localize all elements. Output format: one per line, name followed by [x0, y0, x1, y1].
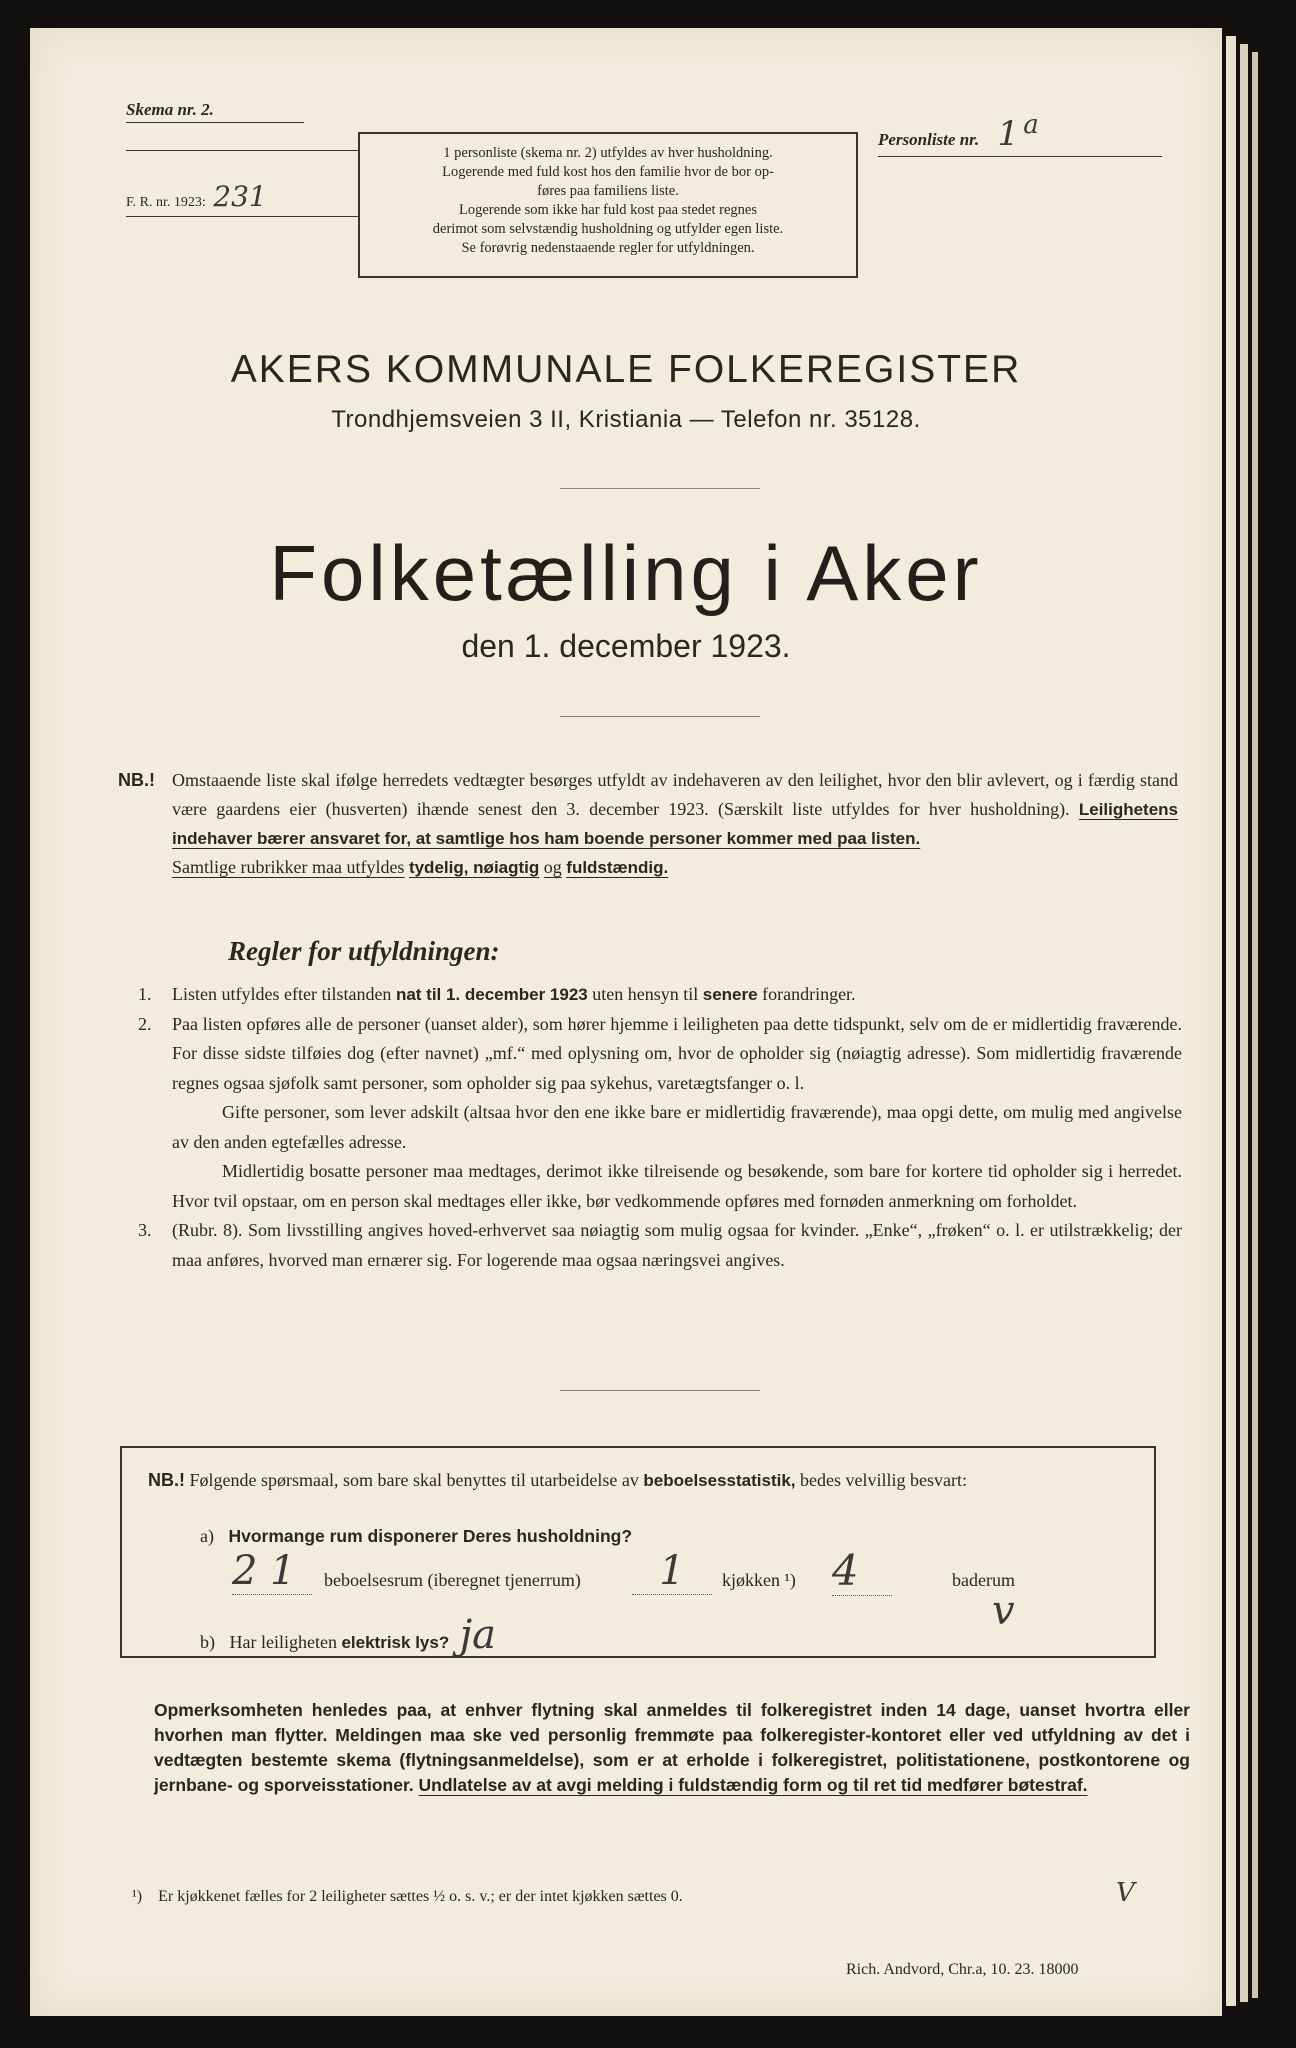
instructions-box [358, 132, 858, 278]
responsibility-statement: Leilighetens indehaver bærer ansvaret for, at samtlige hos ham boende personer kommer med paa listen. [172, 800, 1179, 848]
rooms-label: beboelsesrum (iberegnet tjenerrum) [324, 1570, 581, 1590]
rules-heading: Regler for utfyldningen: [228, 936, 500, 966]
rule-item-3: 3. (Rubr. 8). Som livsstilling angives hoved-erhvervet saa nøiagtig som mulig ogsaa for kvinder. „Enke“, „frøken“ o. l. er utilstrækkelig; der maa anføres, hvorved man ernærer sig. For logerende maa ogsaa næringsvei angives. [138, 1216, 1182, 1275]
page-edge [1240, 44, 1248, 2002]
personliste-suffix: a [1023, 110, 1039, 140]
kitchen-value: 1 [632, 1548, 712, 1595]
divider [560, 1390, 760, 1391]
personliste-value: 1 [997, 114, 1019, 154]
penalty-statement: Undlatelse av at avgi melding i fuldstændig form og til ret tid medfører bøtestraf. [418, 1775, 1088, 1795]
instructions-line: Logerende med fuld kost hos den familie hvor de bor op- [442, 164, 774, 180]
nb-label: NB.! [118, 770, 155, 790]
document-page [30, 28, 1222, 2016]
rule-2-paragraph: Gifte personer, som lever adskilt (altsaa hvor den ene ikke bare er midlertidig fraværende), maa opgi dette, om mulig med angivelse av den anden egtefælles adresse. [172, 1102, 1182, 1152]
census-date: den 1. december 1923. [461, 628, 791, 664]
rooms-value: 2 1 [232, 1548, 312, 1595]
skema-rule-short [126, 150, 358, 151]
kitchen-label: kjøkken ¹) [722, 1570, 796, 1590]
rule-2-paragraph: Paa listen opføres alle de personer (uanset alder), som hører hjemme i leiligheten paa dette tidspunkt, selv om de er midlertidig fraværende. For disse sidste tilføies dog (efter navnet) „mf.“ med oplysning om, hvor de opholder sig (nøiagtig adresse). Som midlertidig fraværende regnes ogsaa sjøfolk samt personer, som opholder sig paa sykehus, varetægtsfanger o. l. [172, 1013, 1182, 1093]
question-a: a) Hvormange rum disponerer Deres husholdning? [200, 1526, 633, 1546]
rule-item-1: 1. Listen utfyldes efter tilstanden nat til 1. december 1923 uten hensyn til senere forandringer. [138, 984, 856, 1004]
authority-address: Trondhjemsveien 3 II, Kristiania — Telefon nr. 35128. [331, 406, 921, 433]
housing-statistics-box [120, 1446, 1156, 1658]
rule-item-2: 2. Paa listen opføres alle de personer (uanset alder), som hører hjemme i leiligheten paa dette tidspunkt, selv om de er midlertidig fraværende. For disse sidste tilføies dog (efter navnet) „mf.“ med oplysning om, hvor de opholder sig (nøiagtig adresse). Som midlertidig fraværende regnes ogsaa sjøfolk samt personer, som opholder sig paa sykehus, varetægtsfanger o. l. Gifte personer, som lever adskilt (altsaa hvor den ene ikke bare er midlertidig fraværende), maa opgi dette, om mulig med angivelse av den anden egtefælles adresse. Midlertidig bosatte personer maa medtages, derimot ikke tilreisende og besøkende, som bare for kortere tid opholder sig i herredet. Hvor tvil opstaar, om en person skal medtages eller ikke, bør vedkommende opføres med fornøden anmerkning om forholdet. [138, 1010, 1182, 1217]
footnote: ¹) Er kjøkkenet fælles for 2 leiligheter sættes ½ o. s. v.; er der intet kjøkken sættes 0. [132, 1888, 683, 1905]
nb-paragraph: Omstaaende liste skal ifølge herredets vedtægter besørges utfyldt av indehaveren av den leilighet, hvor den blir avlevert, og i færdig stand være gaardens eier (husverten) ihænde senest den 3. december 1923. (Særskilt liste utfyldes for hver husholdning). Leilighetens indehaver bærer ansvaret for, at samtlige hos ham boende personer kommer med paa listen. [172, 770, 1179, 848]
skema-label: Skema nr. 2. [126, 100, 304, 123]
fr-number: F. R. nr. 1923: 231 [126, 180, 358, 217]
electric-light-answer: ja [459, 1612, 496, 1658]
page-title: Folketælling i Aker [269, 529, 983, 617]
divider [560, 488, 760, 489]
instructions-line: Se forøvrig nedenstaaende regler for utfyldningen. [461, 240, 755, 256]
check-mark: v [992, 1588, 1015, 1634]
moving-notice: Opmerksomheten henledes paa, at enhver flytning skal anmeldes til folkeregistret inden 14 dage, uanset hvortra eller hvorhen man flytter. Meldingen maa ske ved personlig fremmøte paa folkeregister-kontoret eller ved utfyldning av det i vedtægten bestemte skema (flytningsanmeldelse), som er at erholde i folkeregistret, politistationene, postkontorene og jernbane- og sporveisstationer. Undlatelse av at avgi melding i fuldstændig form og til ret tid medfører bøtestraf. [154, 1700, 1190, 1795]
fr-number-value: 231 [213, 180, 267, 213]
authority-name: AKERS KOMMUNALE FOLKEREGISTER [230, 348, 1022, 391]
question-b: b) Har leiligheten elektrisk lys? ja [200, 1612, 496, 1658]
page-edge [1252, 52, 1258, 1998]
instructions-line: Logerende som ikke har fuld kost paa stedet regnes [459, 202, 757, 218]
page-edge [1226, 36, 1236, 2006]
footnote-check-mark: V [1116, 1878, 1135, 1908]
bath-value: 4 [832, 1546, 892, 1596]
rule-2-paragraph: Midlertidig bosatte personer maa medtages, derimot ikke tilreisende og besøkende, som bare for kortere tid opholder sig i herredet. Hvor tvil opstaar, om en person skal medtages eller ikke, bør vedkommende opføres med fornøden anmerkning om forholdet. [172, 1161, 1182, 1211]
rules-list [138, 980, 1182, 1275]
printer-imprint: Rich. Andvord, Chr.a, 10. 23. 18000 [846, 1961, 1079, 1978]
instructions-line: føres paa familiens liste. [537, 183, 679, 199]
instructions-line: 1 personliste (skema nr. 2) utfyldes av hver husholdning. [443, 145, 773, 161]
instructions-line: derimot som selvstændig husholdning og utfylder egen liste. [432, 221, 784, 237]
housing-intro: NB.! Følgende spørsmaal, som bare skal benyttes til utarbeidelse av beboelsesstatistik, bedes velvillig besvart: [148, 1470, 967, 1490]
divider [560, 716, 760, 717]
rooms-answer-row [232, 1546, 1015, 1598]
nb-paragraph-2: Samtlige rubrikker maa utfyldes tydelig, nøiagtig og fuldstændig. [172, 857, 669, 877]
nb-intro [118, 766, 1178, 882]
rule-3-paragraph: (Rubr. 8). Som livsstilling angives hoved-erhvervet saa nøiagtig som mulig ogsaa for kvinder. „Enke“, „frøken“ o. l. er utilstrækkelig; der maa anføres, hvorved man ernærer sig. For logerende maa ogsaa næringsvei angives. [172, 1220, 1182, 1270]
personliste-number: Personliste nr. 1 a [878, 114, 1162, 157]
bath-label: baderum [952, 1570, 1015, 1590]
